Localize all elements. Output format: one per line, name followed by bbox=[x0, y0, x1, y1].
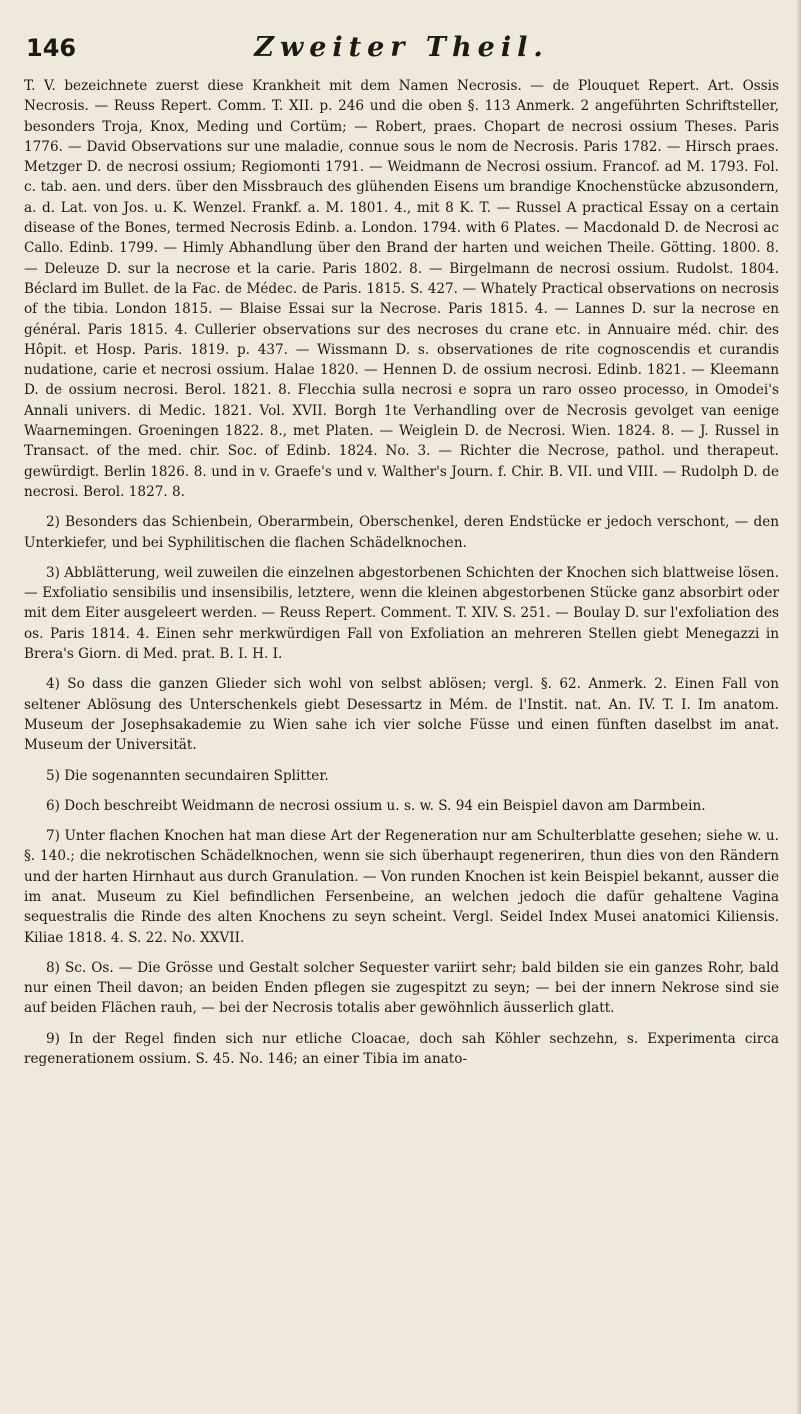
footnote-1: T. V. bezeichnete zuerst diese Krankheit mit dem Namen Necrosis. — de Plouquet Repert. Art. Ossis Necrosis. — Reuss Repert. Comm. T. XII. p. 246 und die oben §. 113 Anmerk. 2 angeführten Schriftsteller, besonders Troja, Knox, Meding und Cortüm; — Robert, praes. Chopart de necrosi ossium Theses. Paris 1776. — David Observations sur une maladie, connue sous le nom de Necrosis. Paris 1782. — Hirsch praes. Metzger D. de necrosi ossium; Regiomonti 1791. — Weidmann de Necrosi ossium. Francof. ad M. 1793. Fol. c. tab. aen. und ders. über den Missbrauch des glühenden Eisens um brandige Knochenstücke abzusondern, a. d. Lat. von Jos. u. K. Wenzel. Frankf. a. M. 1801. 4., mit 8 K. T. — Russel A practical Essay on a certain disease of the Bones, termed Necrosis Edinb. a. London. 1794. with 6 Plates. — Macdonald D. de Necrosi ac Callo. Edinb. 1799. — Himly Abhandlung über den Brand der harten und weichen Theile. Götting. 1800. 8. — Deleuze D. sur la necrose et la carie. Paris 1802. 8. — Birgelmann de necrosi ossium. Rudolst. 1804. Béclard im Bullet. de la Fac. de Médec. de Paris. 1815. S. 427. — Whately Practical observations on necrosis of the tibia. London 1815. — Blaise Essai sur la Necrose. Paris 1815. 4. — Lannes D. sur la necrose en général. Paris 1815. 4. Cullerier observations sur des necroses du crane etc. in Annuaire méd. chir. des Hôpit. et Hosp. Paris. 1819. p. 437. — Wissmann D. s. observationes de rite cognoscendis et curandis nudatione, carie et necrosi ossium. Halae 1820. — Hennen D. de ossium necrosi. Edinb. 1821. — Kleemann D. de ossium necrosi. Berol. 1821. 8. Flecchia sulla necrosi e sopra un raro osseo processo, in Omodei's Annali univers. di Medic. 1821. Vol. XVII. Borgh 1te Verhandling over de Necrosis gevolget van eenige Waarnemingen. Groeningen 1822. 8., met Platen. — Weiglein D. de Necrosi. Wien. 1824. 8. — J. Russel in Transact. of the med. chir. Soc. of Edinb. 1824. No. 3. — Richter die Necrose, pathol. und therapeut. gewürdigt. Berlin 1826. 8. und in v. Graefe's und v. Walther's Journ. f. Chir. B. VII. und VIII. — Rudolph D. de necrosi. Berol. 1827. 8. bbox=[24, 78, 779, 500]
footnote-4: 4) So dass die ganzen Glieder sich wohl von selbst ablösen; vergl. §. 62. Anmerk. 2. Einen Fall von seltener Ablösung des Unterschenkels giebt Desessartz in Mém. de l'Instit. nat. An. IV. T. I. Im anatom. Museum der Josephsakademie zu Wien sahe ich vier solche Füsse und einen fünften daselbst im anat. Museum der Universität. bbox=[24, 676, 779, 754]
footnote-2: 2) Besonders das Schienbein, Oberarmbein, Oberschenkel, deren Endstücke er jedoch verschont, — den Unterkiefer, und bei Syphilitischen die flachen Schädelknochen. bbox=[24, 514, 779, 551]
page-edge bbox=[796, 0, 801, 1414]
footnote-9: 9) In der Regel finden sich nur etliche Cloacae, doch sah Köhler sechzehn, s. Experimenta circa regenerationem ossium. S. 45. No. 146; an einer Tibia im anato- bbox=[24, 1030, 779, 1068]
footnote-7: 7) Unter flachen Knochen hat man diese Art der Regeneration nur am Schulterblatte gesehen; siehe w. u. §. 140.; die nekrotischen Schädelknochen, wenn sie sich überhaupt regeneriren, thun dies von den Rändern und der harten Hirnhaut aus durch Granulation. — Von runden Knochen ist kein Beispiel bekannt, ausser die im anat. Museum zu Kiel befindlichen Fersenbeine, an welchen jedoch die dafür gehaltene Vagina sequestralis die Rinde des alten Knochens zu seyn scheint. Vergl. Seidel Index Musei anatomici Kiliensis. Kiliae 1818. 4. S. 22. No. XXVII. bbox=[24, 828, 779, 946]
footnote-5: 5) Die sogenannten secundairen Splitter. bbox=[46, 767, 329, 784]
page-number: 146 bbox=[26, 34, 77, 62]
running-title: Zweiter Theil. bbox=[254, 32, 549, 63]
running-head bbox=[24, 28, 779, 70]
footnote-3: 3) Abblätterung, weil zuweilen die einzelnen abgestorbenen Schichten der Knochen sich blattweise lösen. — Exfoliatio sensibilis und insensibilis, letztere, wenn die kleinen abgestorbenen Stücke ganz absorbirt oder mit dem Eiter ausgeleert werden. — Reuss Repert. Comment. T. XIV. S. 251. — Boulay D. sur l'exfoliation des os. Paris 1814. 4. Einen sehr merkwürdigen Fall von Exfoliation an mehreren Stellen giebt Menegazzi in Brera's Giorn. di Med. prat. B. I. H. I. bbox=[24, 564, 779, 663]
footnote-6: 6) Doch beschreibt Weidmann de necrosi ossium u. s. w. S. 94 ein Beispiel davon am Darmbein. bbox=[46, 797, 706, 814]
footnote-8: 8) Sc. Os. — Die Grösse und Gestalt solcher Sequester variirt sehr; bald bilden sie ein ganzes Rohr, bald nur einen Theil davon; an beiden Enden pflegen sie zugespitzt zu seyn; — bei der innern Nekrose sind sie auf beiden Flächen rauh, — bei der Necrosis totalis aber gewöhnlich äusserlich glatt. bbox=[24, 959, 779, 1017]
